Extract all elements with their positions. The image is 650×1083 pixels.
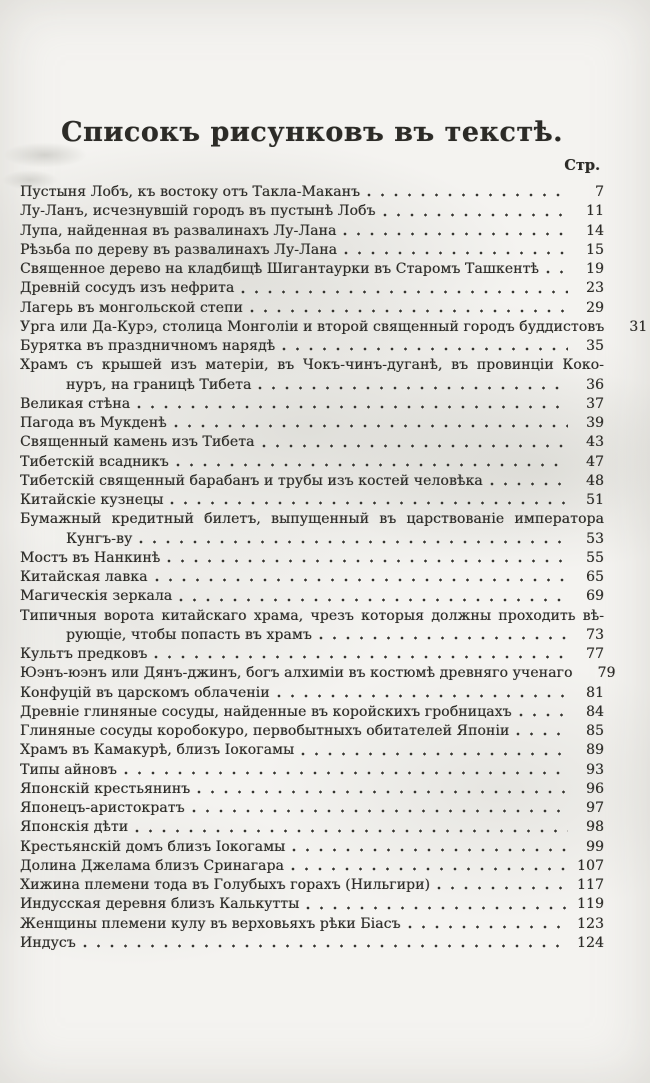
toc-entry-text: Урга или Да-Курэ, столица Монголіи и второй священный городъ буддистовъ xyxy=(20,318,605,335)
toc-page-number: 124 xyxy=(576,934,604,951)
dot-leader xyxy=(408,925,568,929)
toc-row xyxy=(20,202,604,221)
toc-row xyxy=(20,664,616,683)
toc-page-number: 96 xyxy=(585,780,604,797)
toc-row xyxy=(20,684,604,703)
toc-entry-text: нуръ, на границѣ Тибета xyxy=(66,376,252,393)
dot-leader xyxy=(155,578,568,582)
page-column-label: Стр. xyxy=(564,157,600,174)
dot-leader xyxy=(258,386,568,390)
dot-leader xyxy=(383,213,568,217)
dot-leader xyxy=(306,906,568,910)
toc-row xyxy=(20,376,604,395)
dot-leader xyxy=(250,309,568,313)
toc-page-number: 119 xyxy=(576,896,604,913)
toc-page-number: 99 xyxy=(585,838,604,855)
toc-entry-text: Древній сосудъ изъ нефрита xyxy=(20,280,235,297)
toc-entry-text: Японскія дѣти xyxy=(20,819,129,836)
toc-entry-text: Крестьянскій домъ близъ Іокогамы xyxy=(20,838,286,855)
toc-entry-text: Лупа, найденная въ развалинахъ Лу-Лана xyxy=(20,222,337,239)
toc-page-number: 85 xyxy=(585,723,604,739)
toc-entry-text: Великая стѣна xyxy=(20,395,131,412)
toc-row xyxy=(20,818,604,837)
dot-leader xyxy=(291,867,568,871)
toc-row xyxy=(20,279,604,298)
toc-entry-text: Храмъ съ крышей изъ матеріи, въ Чокъ-чинъ-дуганѣ, въ провинціи Коко- xyxy=(20,357,604,374)
toc-row xyxy=(20,433,604,452)
toc-entry-text: Древніе глиняные сосуды, найденные въ коройскихъ гробницахъ xyxy=(20,703,512,720)
toc-entry-text: Китайскіе кузнецы xyxy=(20,492,164,508)
toc-entry-text: Женщины племени кулу въ верховьяхъ рѣки Біасъ xyxy=(20,915,401,932)
dot-leader xyxy=(343,232,568,236)
toc-page-number: 79 xyxy=(597,665,616,682)
dot-leader xyxy=(344,251,568,255)
toc-entry-text: Кунгъ-ву xyxy=(66,530,133,547)
dot-leader xyxy=(490,482,568,486)
toc-page-number: 53 xyxy=(585,530,604,547)
dot-leader xyxy=(262,444,569,448)
toc-row xyxy=(20,626,604,645)
page-title: Списокъ рисунковъ въ текстѣ. xyxy=(61,117,563,148)
toc-entry-text: Индусская деревня близъ Калькутты xyxy=(20,896,300,913)
toc-entry-text: Глиняные сосуды коробокуро, первобытныхъ обитателей Японіи xyxy=(20,723,510,739)
toc-entry-text: Культъ предковъ xyxy=(20,646,148,662)
toc-entry-text: Бурятка въ праздничномъ нарядѣ xyxy=(20,338,276,354)
dot-leader xyxy=(197,790,568,794)
toc-row xyxy=(20,183,604,202)
toc-page-number: 29 xyxy=(585,299,604,316)
toc-page-number: 7 xyxy=(594,184,604,200)
toc-entry-text: Конфуцій въ царскомъ облаченіи xyxy=(20,684,270,701)
dot-leader xyxy=(137,405,568,409)
toc-row xyxy=(20,838,604,857)
toc-row xyxy=(20,241,604,260)
dot-leader xyxy=(277,694,568,698)
toc-entry-text: Хижина племени тода въ Голубыхъ горахъ (Нильгири) xyxy=(20,877,431,893)
dot-leader xyxy=(292,848,568,852)
toc-entry-text: Храмъ въ Камакурѣ, близъ Іокогамы xyxy=(20,742,295,759)
toc-page-number: 31 xyxy=(629,318,648,335)
toc-entry-text: Пагода въ Мукденѣ xyxy=(20,415,167,431)
toc-row xyxy=(20,645,604,664)
toc-page-number: 51 xyxy=(585,492,604,508)
dot-leader xyxy=(167,559,568,563)
toc-page-number: 73 xyxy=(585,626,604,643)
toc-page-number: 97 xyxy=(585,800,604,816)
toc-page-number: 36 xyxy=(585,376,604,393)
toc-page-number: 117 xyxy=(576,877,604,893)
toc-page-number: 37 xyxy=(585,395,604,412)
dot-leader xyxy=(179,598,568,602)
toc-row xyxy=(20,780,604,799)
toc-row xyxy=(20,703,604,722)
dot-leader xyxy=(174,424,568,428)
toc-page-number: 48 xyxy=(585,472,604,489)
toc-entry-text: Мостъ въ Нанкинѣ xyxy=(20,549,161,566)
toc-entry-text: Тибетскій всадникъ xyxy=(20,453,169,470)
toc-row xyxy=(20,568,604,587)
toc-page-number: 47 xyxy=(585,453,604,470)
dot-leader xyxy=(546,270,568,274)
toc-page-number: 65 xyxy=(585,569,604,585)
dot-leader xyxy=(241,290,568,294)
toc-entry-text: Рѣзьба по дереву въ развалинахъ Лу-Лана xyxy=(20,241,338,258)
toc-entry-text: Тибетскій священный барабанъ и трубы изъ костей человѣка xyxy=(20,472,483,489)
toc-page-number: 55 xyxy=(585,549,604,566)
toc-row xyxy=(20,741,604,760)
toc-page-number: 69 xyxy=(585,588,604,605)
toc-entry-text: Юэнъ-юэнъ или Дянъ-джинъ, богъ алхиміи въ костюмѣ древняго ученаго xyxy=(20,665,573,682)
toc-page-number: 23 xyxy=(585,280,604,297)
toc-row xyxy=(20,395,604,414)
toc-row xyxy=(20,799,604,818)
dot-leader xyxy=(176,463,568,467)
toc-row xyxy=(20,857,604,876)
toc-page-number: 77 xyxy=(585,646,604,662)
toc-entry-text: Японецъ-аристократъ xyxy=(20,800,185,816)
dot-leader xyxy=(139,540,568,544)
toc-row xyxy=(20,299,604,318)
toc-row xyxy=(20,222,604,241)
toc-row xyxy=(20,934,604,953)
toc-page-number: 15 xyxy=(585,241,604,258)
dot-leader xyxy=(83,944,568,948)
dot-leader xyxy=(519,713,568,717)
dot-leader xyxy=(282,347,568,351)
toc-page-number: 19 xyxy=(585,261,604,277)
dot-leader xyxy=(170,501,568,505)
toc-page-number: 39 xyxy=(585,415,604,431)
toc-row xyxy=(20,895,604,914)
toc-row xyxy=(20,414,604,433)
toc-row xyxy=(20,453,604,472)
toc-page-number: 81 xyxy=(585,684,604,701)
toc-entry-text: Священный камень изъ Тибета xyxy=(20,434,255,451)
toc-row xyxy=(20,876,604,895)
toc-page-number: 98 xyxy=(585,819,604,836)
toc-entry-text: Японскій крестьянинъ xyxy=(20,780,191,797)
toc-row xyxy=(20,915,604,934)
dot-leader xyxy=(437,886,568,890)
toc-row xyxy=(20,356,604,375)
toc-entry-text: Магическія зеркала xyxy=(20,588,173,605)
dot-leader xyxy=(192,809,568,813)
toc-row xyxy=(20,510,604,529)
toc-row xyxy=(20,472,604,491)
toc-page-number: 14 xyxy=(585,222,604,239)
toc-page-number: 107 xyxy=(576,857,604,874)
toc-page-number: 123 xyxy=(576,915,604,932)
dot-leader xyxy=(135,829,568,833)
toc-entry-text: Священное дерево на кладбищѣ Шигантаурки въ Старомъ Ташкентѣ xyxy=(20,261,539,277)
dot-leader xyxy=(124,771,568,775)
figure-list xyxy=(20,183,648,953)
toc-entry-text: рующіе, чтобы попасть въ храмъ xyxy=(66,626,312,643)
toc-page-number: 11 xyxy=(585,203,604,220)
toc-row xyxy=(20,587,604,606)
toc-row xyxy=(20,549,604,568)
toc-row xyxy=(20,337,604,356)
toc-entry-text: Индусъ xyxy=(20,934,76,951)
toc-row xyxy=(20,491,604,510)
toc-page-number: 93 xyxy=(585,761,604,778)
dot-leader xyxy=(516,732,568,736)
toc-row xyxy=(20,318,648,337)
toc-entry-text: Пустыня Лобъ, къ востоку отъ Такла-Маканъ xyxy=(20,184,361,200)
dot-leader xyxy=(301,752,568,756)
toc-page-number: 43 xyxy=(585,434,604,451)
toc-page-number: 89 xyxy=(585,742,604,759)
toc-row xyxy=(20,530,604,549)
toc-entry-text: Лагерь въ монгольской степи xyxy=(20,299,243,316)
toc-row xyxy=(20,607,604,626)
toc-row xyxy=(20,260,604,279)
toc-row xyxy=(20,761,604,780)
toc-entry-text: Бумажный кредитный билетъ, выпущенный въ царствованіе императора xyxy=(20,511,604,528)
toc-page-number: 84 xyxy=(585,703,604,720)
toc-entry-text: Типичныя ворота китайскаго храма, чрезъ которыя должны проходить вѣ- xyxy=(20,607,604,624)
dot-leader xyxy=(319,636,568,640)
toc-entry-text: Типы айновъ xyxy=(20,761,117,778)
dot-leader xyxy=(367,193,568,197)
toc-entry-text: Китайская лавка xyxy=(20,569,148,585)
dot-leader xyxy=(154,655,568,659)
toc-entry-text: Долина Джелама близъ Сринагара xyxy=(20,857,284,874)
toc-entry-text: Лу-Ланъ, исчезнувшій городъ въ пустынѣ Лобъ xyxy=(20,203,376,220)
toc-page-number: 35 xyxy=(585,338,604,354)
toc-row xyxy=(20,722,604,741)
